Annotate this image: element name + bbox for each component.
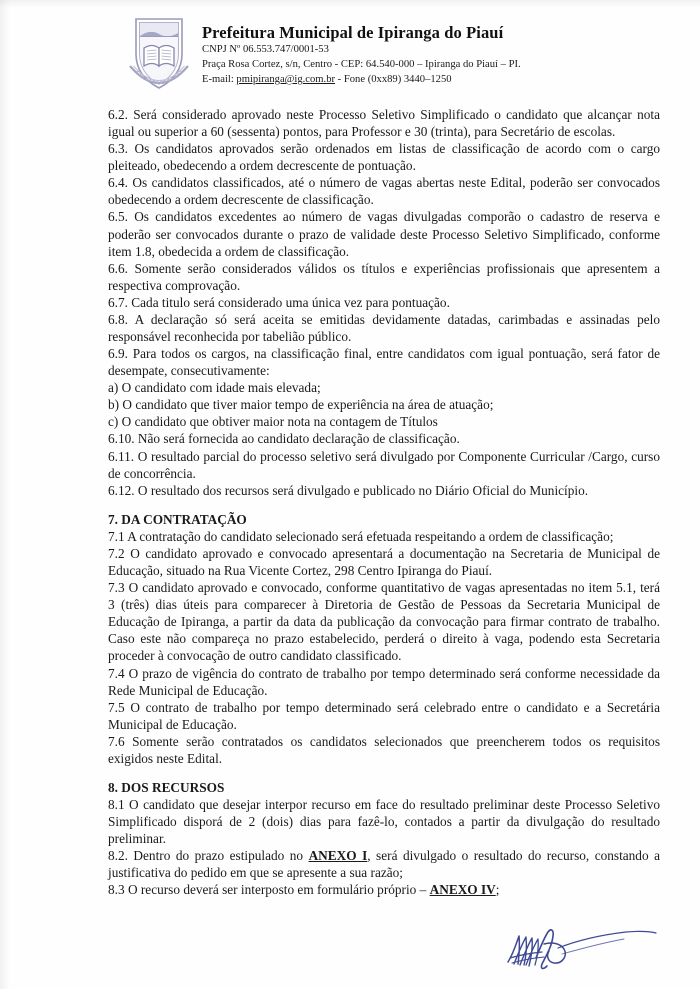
clause-6-6: 6.6. Somente serão considerados válidos os títulos e experiências profissionais que apresentem a respectiva comprovação. bbox=[108, 260, 660, 293]
clause-8-2 bbox=[108, 847, 660, 881]
clause-8-3 bbox=[108, 881, 660, 898]
organization-name: Prefeitura Municipal de Ipiranga do Piauí bbox=[202, 23, 504, 42]
clause-7-6: 7.6 Somente serão contratados os candidatos selecionados que preencherem todos os requisitos exigidos neste Edital. bbox=[108, 733, 660, 766]
clause-6-9: 6.9. Para todos os cargos, na classificação final, entre candidatos com igual pontuação, será fator de desempate, consecutivamente: bbox=[108, 346, 660, 379]
clause-6-9-c: c) O candidato que obtiver maior nota na contagem de Títulos bbox=[108, 414, 438, 430]
scan-edge-shading-top bbox=[0, 0, 700, 8]
anexo-i-reference[interactable]: ANEXO I bbox=[308, 848, 368, 864]
organization-contact bbox=[202, 73, 521, 87]
clause-7-5: 7.5 O contrato de trabalho por tempo determinado será celebrado entre o candidato e a Secretária Municipal de Educação. bbox=[108, 699, 660, 732]
clause-6-11: 6.11. O resultado parcial do processo seletivo será divulgado por Componente Curricular /Cargo, curso de concorrência. bbox=[108, 448, 660, 481]
clause-6-10: 6.10. Não será fornecida ao candidato declaração de classificação. bbox=[108, 431, 460, 447]
email-label: E-mail: bbox=[202, 74, 237, 86]
clause-6-3: 6.3. Os candidatos aprovados serão ordenados em listas de classificação de acordo com o cargo pleiteado, obedecendo a ordem decrescente de pontuação. bbox=[108, 141, 660, 174]
clause-6-4: 6.4. Os candidatos classificados, até o número de vagas abertas neste Edital, poderão ser convocados obedecendo a ordem decrescente de classificação. bbox=[108, 175, 660, 208]
clause-8-1: 8.1 O candidato que desejar interpor recurso em face do resultado preliminar deste Processo Seletivo Simplificado disporá de 2 (dois) dias para fazê-lo, contados a partir da divulgação do resultado preliminar. bbox=[108, 797, 660, 847]
organization-address: Praça Rosa Cortez, s/n, Centro - CEP: 64.540-000 – Ipiranga do Piauí – PI. bbox=[202, 59, 521, 71]
anexo-iv-reference[interactable]: ANEXO IV bbox=[429, 882, 496, 898]
clause-8-3-text-before: 8.3 O recurso deverá ser interposto em formulário próprio – bbox=[108, 882, 430, 898]
clause-6-12: 6.12. O resultado dos recursos será divulgado e publicado no Diário Oficial do Município. bbox=[108, 482, 589, 498]
clause-8-3-text-after: ; bbox=[495, 882, 500, 898]
clause-6-2: 6.2. Será considerado aprovado neste Processo Seletivo Simplificado o candidato que alcançar nota igual ou superior a 60 (sessenta) pontos, para Professor e 30 (trinta), para Secretário de escolas. bbox=[108, 107, 660, 140]
organization-cnpj: CNPJ Nº 06.553.747/0001-53 bbox=[202, 44, 329, 56]
handwritten-signature-icon bbox=[496, 924, 666, 984]
clause-6-5: 6.5. Os candidatos excedentes ao número de vagas divulgadas comporão o cadastro de reserva e poderão ser convocados durante o prazo de validade deste Processo Seletivo Simplificado, conforme item 1.8, obedecida a ordem de classificação. bbox=[108, 209, 660, 259]
scan-edge-shading-left bbox=[0, 0, 10, 989]
clause-8-2-text-before: 8.2. Dentro do prazo estipulado no bbox=[108, 848, 309, 864]
clause-6-7: 6.7. Cada titulo será considerado uma única vez para pontuação. bbox=[108, 294, 450, 310]
section-heading-8: 8. DOS RECURSOS bbox=[108, 779, 225, 795]
coat-of-arms-icon bbox=[126, 14, 192, 96]
clause-6-9-b: b) O candidato que tiver maior tempo de experiência na área de atuação; bbox=[108, 397, 494, 413]
organization-info bbox=[202, 14, 521, 87]
document-body bbox=[108, 106, 660, 899]
clause-7-3: 7.3 O candidato aprovado e convocado, conforme quantitativo de vagas apresentadas no item 5.1, terá 3 (três) dias úteis para comparecer à Diretoria de Gestão de Pessoas da Secretaria Municipal de Educação de Ipiranga, a partir da data da publicação da convocação para firmar contrato de trabalho. Caso este não compareça no prazo estabelecido, perderá o direito à vaga, podendo esta Secretaria proceder à convocação de outro candidato classificado. bbox=[108, 580, 660, 664]
phone-text: - Fone (0xx89) 3440–1250 bbox=[335, 74, 452, 86]
clause-7-4: 7.4 O prazo de vigência do contrato de trabalho por tempo determinado será conforme necessidade da Rede Municipal de Educação. bbox=[108, 665, 660, 698]
email-link[interactable]: pmipiranga@ig.com.br bbox=[236, 74, 336, 86]
clause-6-8: 6.8. A declaração só será aceita se emitidas devidamente datadas, carimbadas e assinadas pelo responsável reconhecida por tabelião público. bbox=[108, 311, 660, 345]
clause-7-1: 7.1 A contratação do candidato selecionado será efetuada respeitando a ordem de classificação; bbox=[108, 528, 614, 544]
section-spacer bbox=[108, 499, 660, 511]
clause-8-2-text-after: , será divulgado o resultado do recurso, constando a justificativa do pedido em que se apresente a sua razão; bbox=[108, 848, 660, 881]
clause-6-9-a: a) O candidato com idade mais elevada; bbox=[108, 380, 321, 396]
section-heading-7: 7. DA CONTRATAÇÃO bbox=[108, 511, 247, 527]
clause-7-2: 7.2 O candidato aprovado e convocado apresentará a documentação na Secretaria de Municipal de Educação, situado na Rua Vicente Cortez, 298 Centro Ipiranga do Piauí. bbox=[108, 545, 660, 579]
letterhead bbox=[0, 14, 700, 96]
section-spacer-2 bbox=[108, 767, 660, 779]
